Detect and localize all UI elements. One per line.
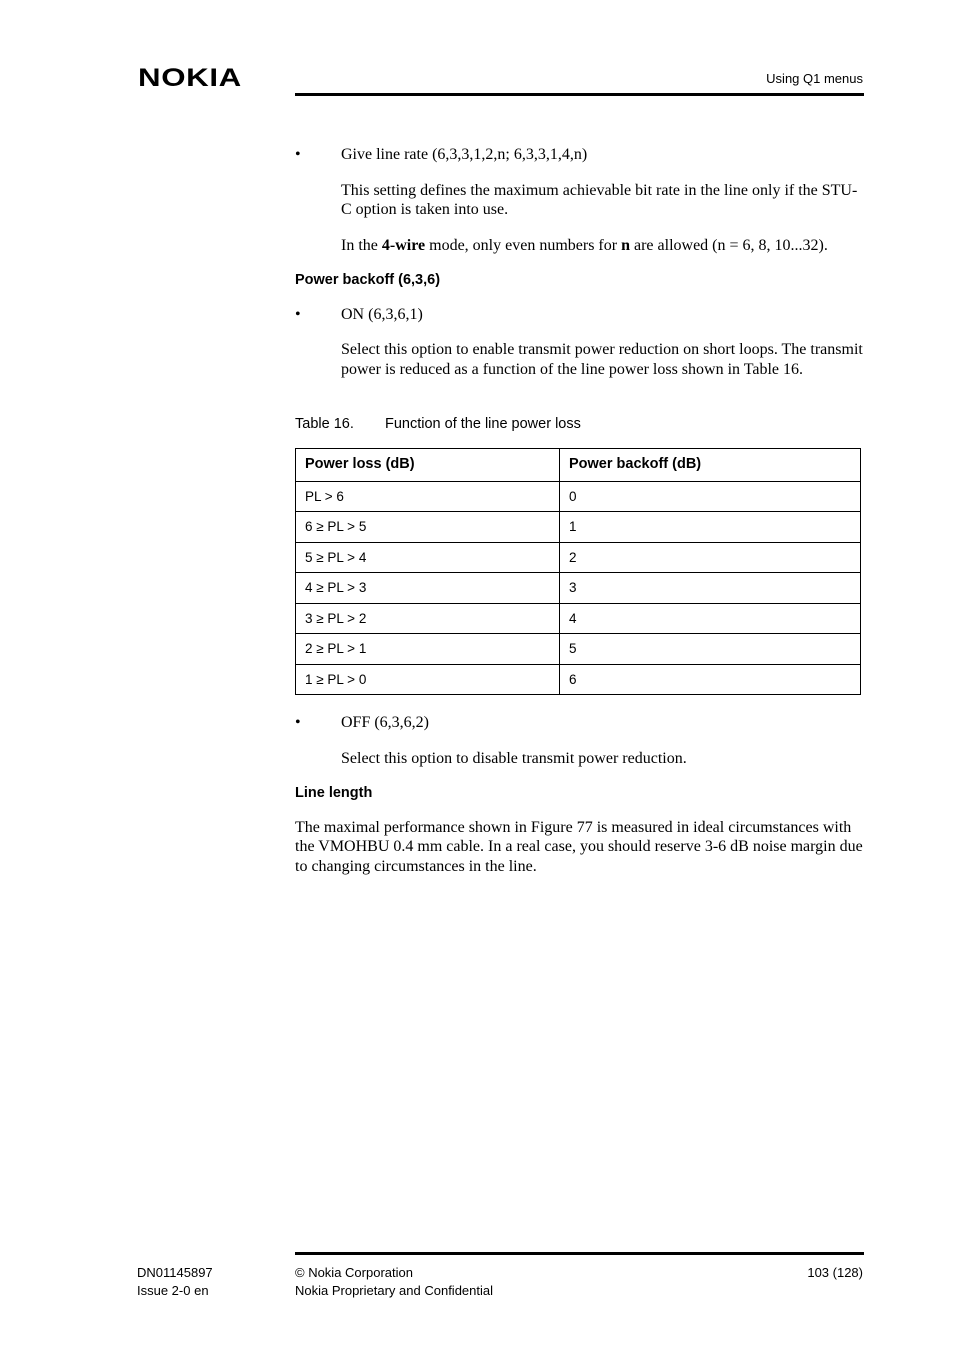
power-backoff-cell: 3 bbox=[560, 573, 861, 604]
table-number: Table 16. bbox=[295, 416, 354, 432]
bullet-symbol: • bbox=[295, 714, 301, 731]
page-content bbox=[295, 145, 865, 892]
off-description: Select this option to disable transmit power reduction. bbox=[341, 749, 687, 767]
table-row bbox=[296, 634, 861, 665]
bullet-line-rate bbox=[295, 145, 865, 165]
doc-id: DN01145897 bbox=[137, 1265, 213, 1280]
table-row bbox=[296, 603, 861, 634]
header-section-title: Using Q1 menus bbox=[766, 71, 863, 86]
table-header-row bbox=[296, 448, 861, 481]
power-loss-table bbox=[295, 448, 861, 696]
power-backoff-heading: Power backoff (6,3,6) bbox=[295, 272, 441, 288]
n-term: n bbox=[621, 236, 630, 254]
line-rate-note: In the 4-wire mode, only even numbers for n are allowed (n = 6, 8, 10...32). bbox=[341, 236, 828, 254]
power-backoff-cell: 5 bbox=[560, 634, 861, 665]
bullet-off bbox=[295, 713, 865, 733]
on-description: Select this option to enable transmit power reduction on short loops. The transmit power is reduced as a function of the line power loss shown in Table 16. bbox=[341, 341, 863, 378]
footer-doc-info bbox=[137, 1264, 213, 1299]
power-loss-cell: 1 ≥ PL > 0 bbox=[296, 664, 560, 695]
bullet-on bbox=[295, 305, 865, 325]
power-backoff-cell: 6 bbox=[560, 664, 861, 695]
footer-legal bbox=[295, 1264, 493, 1299]
table-row bbox=[296, 512, 861, 543]
table-title: Function of the line power loss bbox=[385, 416, 581, 432]
header-rule bbox=[295, 93, 864, 96]
power-backoff-cell: 4 bbox=[560, 603, 861, 634]
off-label: OFF (6,3,6,2) bbox=[341, 714, 430, 731]
line-length-heading: Line length bbox=[295, 785, 373, 801]
table-row bbox=[296, 481, 861, 512]
page-number: 103 (128) bbox=[807, 1265, 863, 1280]
table-caption bbox=[295, 415, 865, 435]
power-loss-cell: PL > 6 bbox=[296, 481, 560, 512]
header-power-backoff: Power backoff (dB) bbox=[560, 448, 861, 481]
copyright: © Nokia Corporation bbox=[295, 1265, 413, 1280]
nokia-logo: NOKIA bbox=[138, 64, 242, 92]
bullet-symbol: • bbox=[295, 146, 301, 163]
confidential-notice: Nokia Proprietary and Confidential bbox=[295, 1282, 493, 1298]
power-loss-cell: 6 ≥ PL > 5 bbox=[296, 512, 560, 543]
line-rate-label: Give line rate (6,3,3,1,2,n; 6,3,3,1,4,n) bbox=[341, 146, 588, 163]
table-row bbox=[296, 573, 861, 604]
footer-rule bbox=[295, 1252, 864, 1255]
header-power-loss: Power loss (dB) bbox=[296, 448, 560, 481]
four-wire-term: 4-wire bbox=[381, 236, 426, 254]
issue: Issue 2-0 en bbox=[137, 1282, 209, 1298]
power-backoff-cell: 2 bbox=[560, 542, 861, 573]
power-loss-cell: 3 ≥ PL > 2 bbox=[296, 603, 560, 634]
power-backoff-cell: 1 bbox=[560, 512, 861, 543]
power-loss-cell: 4 ≥ PL > 3 bbox=[296, 573, 560, 604]
bullet-symbol: • bbox=[295, 305, 301, 323]
power-loss-cell: 2 ≥ PL > 1 bbox=[296, 634, 560, 665]
power-loss-cell: 5 ≥ PL > 4 bbox=[296, 542, 560, 573]
on-label: ON (6,3,6,1) bbox=[341, 305, 423, 323]
table-row bbox=[296, 542, 861, 573]
table-row bbox=[296, 664, 861, 695]
power-backoff-cell: 0 bbox=[560, 481, 861, 512]
line-length-text: The maximal performance shown in Figure 77 is measured in ideal circumstances with the VMOHBU 0.4 mm cable. In a real case, you should reserve 3-6 dB noise margin due to changing circumstances in the line. bbox=[295, 818, 863, 875]
line-rate-description: This setting defines the maximum achievable bit rate in the line only if the STU-C option is taken into use. bbox=[341, 181, 858, 218]
